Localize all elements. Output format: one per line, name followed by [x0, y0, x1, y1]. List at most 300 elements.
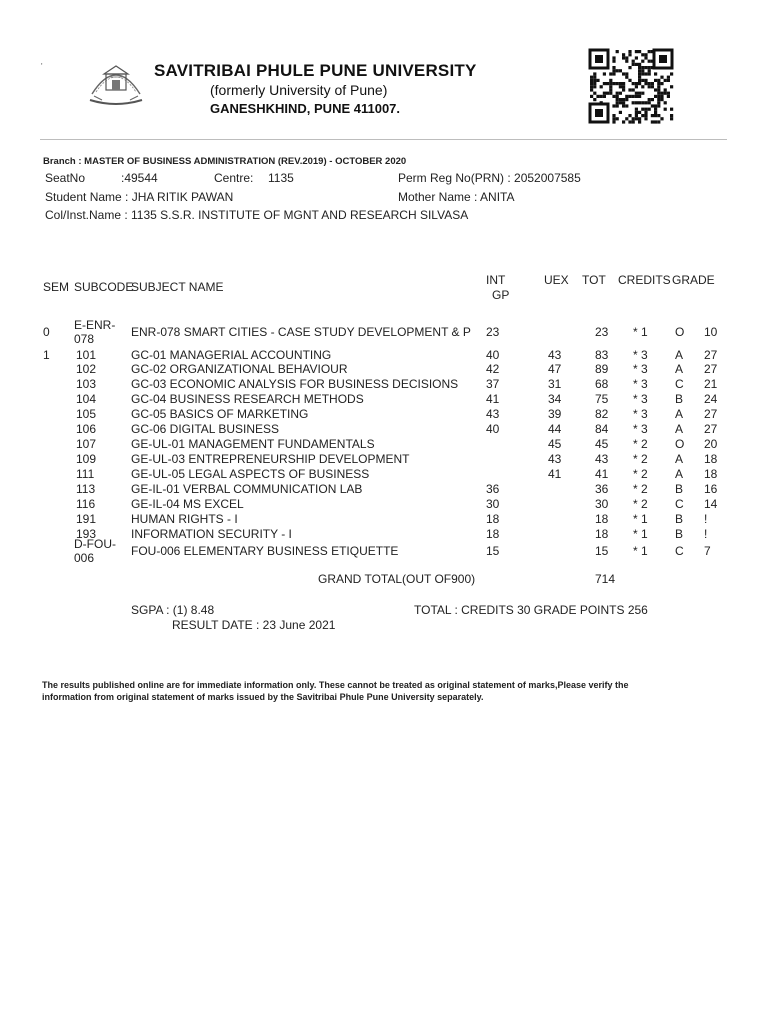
row-grade: A: [675, 452, 684, 466]
qr-module: [603, 95, 606, 98]
prn-number: Perm Reg No(PRN) : 2052007585: [398, 171, 581, 185]
row-subcode: 102: [76, 362, 97, 376]
qr-module: [632, 101, 635, 104]
row-subject: GC-04 BUSINESS RESEARCH METHODS: [131, 392, 364, 406]
disclaimer-note: [42, 679, 629, 703]
qr-module: [641, 72, 644, 75]
qr-module: [593, 76, 596, 79]
result-date: RESULT DATE : 23 June 2021: [172, 618, 336, 632]
row-int: 40: [486, 348, 500, 362]
col-header-sem: SEM: [43, 280, 70, 294]
row-gp: !: [704, 512, 708, 526]
row-tot: 23: [595, 325, 609, 339]
qr-module: [651, 114, 654, 117]
qr-module: [616, 50, 619, 53]
row-subcode: 107: [76, 437, 97, 451]
qr-module: [612, 104, 615, 107]
row-credits: * 1: [633, 325, 648, 339]
qr-module: [654, 104, 657, 107]
row-subject: GC-01 MANAGERIAL ACCOUNTING: [131, 348, 332, 362]
row-tot: 15: [595, 544, 609, 558]
qr-module: [590, 85, 593, 88]
col-header-gp: GP: [492, 288, 510, 302]
row-uex: 34: [548, 392, 562, 406]
row-int: 15: [486, 544, 500, 558]
qr-module: [664, 79, 667, 82]
row-int: 18: [486, 527, 500, 541]
row-subject: GE-IL-04 MS EXCEL: [131, 497, 244, 511]
grand-total-value: 714: [595, 572, 616, 586]
qr-module: [648, 72, 651, 75]
row-subcode-line-1: E-ENR-: [74, 318, 116, 332]
row-gp: 27: [704, 407, 718, 421]
row-grade: A: [675, 348, 684, 362]
row-int: 23: [486, 325, 500, 339]
sgpa: SGPA : (1) 8.48: [131, 603, 215, 617]
qr-module: [635, 50, 638, 53]
row-tot: 68: [595, 377, 609, 391]
row-subject: GE-UL-03 ENTREPRENEURSHIP DEVELOPMENT: [131, 452, 410, 466]
qr-module: [635, 108, 638, 111]
qr-module: [635, 111, 638, 114]
qr-module: [622, 72, 625, 75]
row-tot: 18: [595, 512, 609, 526]
col-header-credits: CREDITS: [618, 273, 671, 287]
qr-module: [622, 88, 625, 91]
qr-module: [638, 92, 641, 95]
row-credits: * 2: [633, 482, 648, 496]
qr-module: [616, 69, 619, 72]
qr-module: [657, 79, 660, 82]
row-credits: * 1: [633, 527, 648, 541]
row-uex: 41: [548, 467, 562, 481]
qr-module: [654, 111, 657, 114]
row-credits: * 3: [633, 392, 648, 406]
qr-module: [622, 120, 625, 123]
qr-module: [644, 72, 647, 75]
student-name: Student Name : JHA RITIK PAWAN: [45, 190, 234, 204]
qr-module: [667, 92, 670, 95]
col-header-uex: UEX: [544, 273, 569, 287]
row-grade: C: [675, 497, 684, 511]
row-subcode: 101: [76, 348, 97, 362]
row-gp: 27: [704, 362, 718, 376]
row-gp: 7: [704, 544, 711, 558]
qr-module: [641, 66, 644, 69]
qr-module: [651, 120, 654, 123]
row-subject: GE-IL-01 VERBAL COMMUNICATION LAB: [131, 482, 363, 496]
qr-module: [638, 50, 641, 53]
row-uex: 47: [548, 362, 562, 376]
qr-module: [660, 76, 663, 79]
qr-module: [654, 120, 657, 123]
qr-module: [632, 82, 635, 85]
qr-module: [657, 104, 660, 107]
qr-module: [590, 76, 593, 79]
row-int: 43: [486, 407, 500, 421]
row-subcode: 104: [76, 392, 97, 406]
qr-module: [593, 98, 596, 101]
qr-module: [654, 72, 657, 75]
qr-module: [600, 85, 603, 88]
qr-module: [660, 117, 663, 120]
row-subcode: 105: [76, 407, 97, 421]
qr-module: [590, 88, 593, 91]
qr-module: [648, 98, 651, 101]
row-subcode: [74, 318, 115, 346]
qr-module: [632, 95, 635, 98]
row-grade: B: [675, 527, 684, 541]
qr-module: [625, 117, 628, 120]
centre-label: Centre:: [214, 171, 254, 185]
row-tot: 89: [595, 362, 609, 376]
qr-module: [660, 92, 663, 95]
qr-module: [619, 111, 622, 114]
row-credits: * 1: [633, 512, 648, 526]
qr-module: [596, 79, 599, 82]
qr-module: [641, 114, 644, 117]
row-gp: 10: [704, 325, 718, 339]
mother-name: Mother Name : ANITA: [398, 190, 515, 204]
row-int: 37: [486, 377, 500, 391]
row-sem: 1: [43, 348, 50, 362]
row-credits: * 2: [633, 467, 648, 481]
row-subject: GC-05 BASICS OF MARKETING: [131, 407, 309, 421]
qr-module: [660, 95, 663, 98]
qr-module: [619, 85, 622, 88]
qr-module: [644, 108, 647, 111]
qr-module: [628, 88, 631, 91]
qr-module: [622, 53, 625, 56]
qr-module: [612, 95, 615, 98]
row-gp: 18: [704, 467, 718, 481]
row-uex: 44: [548, 422, 562, 436]
row-gp: !: [704, 527, 708, 541]
qr-module: [609, 72, 612, 75]
row-uex: 43: [548, 348, 562, 362]
col-header-subject-name: SUBJECT NAME: [131, 280, 224, 294]
qr-module: [628, 120, 631, 123]
qr-module: [657, 98, 660, 101]
qr-module: [628, 114, 631, 117]
row-tot: 18: [595, 527, 609, 541]
qr-module: [667, 76, 670, 79]
qr-module: [616, 82, 619, 85]
qr-module: [590, 95, 593, 98]
row-tot: 43: [595, 452, 609, 466]
row-tot: 41: [595, 467, 609, 481]
qr-module: [638, 101, 641, 104]
qr-module: [660, 98, 663, 101]
row-uex: 45: [548, 437, 562, 451]
qr-module: [612, 117, 615, 120]
qr-module: [648, 69, 651, 72]
qr-module: [612, 114, 615, 117]
qr-module: [625, 95, 628, 98]
qr-module: [644, 79, 647, 82]
qr-module: [628, 53, 631, 56]
qr-module: [651, 50, 654, 53]
qr-module: [651, 60, 654, 63]
row-subcode: 109: [76, 452, 97, 466]
row-tot: 36: [595, 482, 609, 496]
row-subject: HUMAN RIGHTS - I: [131, 512, 238, 526]
qr-module: [628, 95, 631, 98]
qr-module: [651, 66, 654, 69]
centre-value: 1135: [268, 171, 294, 185]
university-former-name: (formerly University of Pune): [210, 82, 388, 98]
qr-module: [632, 60, 635, 63]
qr-module: [612, 69, 615, 72]
qr-module: [635, 114, 638, 117]
row-grade: C: [675, 544, 684, 558]
qr-module: [657, 88, 660, 91]
qr-module: [644, 114, 647, 117]
branch-line: Branch : MASTER OF BUSINESS ADMINISTRATION (REV.2019) - OCTOBER 2020: [43, 156, 407, 167]
row-credits: * 2: [633, 497, 648, 511]
qr-module: [632, 63, 635, 66]
qr-module: [654, 79, 657, 82]
qr-module: [612, 66, 615, 69]
qr-module: [635, 56, 638, 59]
row-gp: 16: [704, 482, 718, 496]
qr-module: [625, 76, 628, 79]
qr-module: [641, 92, 644, 95]
qr-module: [641, 60, 644, 63]
row-subject: GC-03 ECONOMIC ANALYSIS FOR BUSINESS DECISIONS: [131, 377, 459, 391]
row-tot: 84: [595, 422, 609, 436]
qr-module: [609, 79, 612, 82]
row-gp: 24: [704, 392, 718, 406]
qr-module: [600, 95, 603, 98]
qr-module: [644, 117, 647, 120]
qr-module: [593, 85, 596, 88]
qr-module: [638, 117, 641, 120]
qr-module: [609, 82, 612, 85]
qr-module: [641, 53, 644, 56]
row-gp: 18: [704, 452, 718, 466]
row-uex: 39: [548, 407, 562, 421]
qr-module: [657, 120, 660, 123]
row-tot: 83: [595, 348, 609, 362]
row-subject: ENR-078 SMART CITIES - CASE STUDY DEVELOPMENT & P: [131, 325, 471, 339]
qr-module: [667, 79, 670, 82]
qr-module: [638, 120, 641, 123]
qr-module: [635, 63, 638, 66]
qr-module: [606, 82, 609, 85]
row-subject: GC-06 DIGITAL BUSINESS: [131, 422, 280, 436]
row-subcode: 103: [76, 377, 97, 391]
qr-module: [593, 92, 596, 95]
university-address: GANESHKHIND, PUNE 411007.: [210, 101, 401, 116]
university-emblem-icon: [86, 58, 146, 108]
qr-module: [590, 79, 593, 82]
qr-module: [651, 82, 654, 85]
row-tot: 82: [595, 407, 609, 421]
qr-module: [632, 88, 635, 91]
qr-module: [638, 66, 641, 69]
qr-module: [654, 114, 657, 117]
qr-module: [641, 85, 644, 88]
qr-module: [664, 101, 667, 104]
qr-module: [616, 101, 619, 104]
qr-module: [644, 101, 647, 104]
row-credits: * 2: [633, 452, 648, 466]
row-subcode: 116: [76, 497, 96, 511]
qr-module: [628, 79, 631, 82]
qr-module: [651, 104, 654, 107]
row-grade: O: [675, 437, 685, 451]
qr-module: [638, 76, 641, 79]
qr-module: [628, 66, 631, 69]
qr-module: [670, 114, 673, 117]
row-credits: * 3: [633, 362, 648, 376]
row-grade: A: [675, 467, 684, 481]
qr-module: [657, 101, 660, 104]
qr-module: [590, 82, 593, 85]
row-subject: GE-UL-05 LEGAL ASPECTS OF BUSINESS: [131, 467, 370, 481]
disclaimer-line-2: information from original statement of marks issued by the Savitribai Phule Pune University separately.: [42, 692, 484, 702]
row-subcode-line-2: 006: [74, 551, 95, 565]
row-sem: 0: [43, 325, 50, 339]
qr-module: [651, 98, 654, 101]
qr-module: [657, 114, 660, 117]
qr-module: [635, 117, 638, 120]
qr-module: [596, 95, 599, 98]
qr-module: [619, 98, 622, 101]
row-subcode-line-1: D-FOU-: [74, 537, 116, 551]
qr-module: [612, 120, 615, 123]
qr-module: [638, 95, 641, 98]
row-int: 30: [486, 497, 500, 511]
qr-module: [638, 79, 641, 82]
col-header-grade: GRADE: [672, 273, 715, 287]
qr-module: [670, 72, 673, 75]
qr-module: [625, 104, 628, 107]
row-grade: A: [675, 362, 684, 376]
qr-module: [632, 120, 635, 123]
col-header-subcode: SUBCODE: [74, 280, 134, 294]
qr-module: [622, 82, 625, 85]
qr-module: [638, 82, 641, 85]
qr-module: [657, 92, 660, 95]
qr-module: [654, 95, 657, 98]
row-credits: * 1: [633, 544, 648, 558]
row-grade: B: [675, 482, 684, 496]
seat-no-value: :49544: [121, 171, 158, 185]
row-subcode: 111: [76, 467, 95, 481]
qr-module: [612, 82, 615, 85]
row-credits: * 3: [633, 407, 648, 421]
seat-no-label: SeatNo: [45, 171, 86, 185]
qr-module: [609, 92, 612, 95]
col-header-tot: TOT: [582, 273, 606, 287]
qr-module: [641, 69, 644, 72]
row-credits: * 3: [633, 422, 648, 436]
row-int: 41: [486, 392, 500, 406]
row-grade: A: [675, 422, 684, 436]
row-credits: * 3: [633, 377, 648, 391]
qr-module: [657, 82, 660, 85]
qr-module: [612, 72, 615, 75]
qr-module: [644, 66, 647, 69]
qr-module: [612, 60, 615, 63]
qr-code-icon: [588, 48, 674, 124]
row-subject: GE-UL-01 MANAGEMENT FUNDAMENTALS: [131, 437, 375, 451]
row-grade: A: [675, 407, 684, 421]
qr-module: [619, 92, 622, 95]
row-tot: 30: [595, 497, 609, 511]
qr-module: [638, 63, 641, 66]
qr-module: [654, 108, 657, 111]
qr-module: [625, 60, 628, 63]
qr-module: [638, 69, 641, 72]
qr-module: [625, 98, 628, 101]
row-subcode: 193: [76, 527, 97, 541]
row-int: 18: [486, 512, 500, 526]
qr-module: [616, 92, 619, 95]
qr-module: [593, 72, 596, 75]
qr-module: [619, 69, 622, 72]
qr-module: [635, 85, 638, 88]
grand-total-label: GRAND TOTAL(OUT OF900): [318, 572, 476, 586]
qr-module: [648, 60, 651, 63]
row-credits: * 2: [633, 437, 648, 451]
row-tot: 45: [595, 437, 609, 451]
qr-module: [622, 85, 625, 88]
qr-module: [648, 82, 651, 85]
row-uex: 31: [548, 377, 562, 391]
row-subject: INFORMATION SECURITY - I: [131, 527, 292, 541]
qr-module: [648, 85, 651, 88]
row-subcode: 106: [76, 422, 97, 436]
row-grade: B: [675, 512, 684, 526]
qr-module: [622, 56, 625, 59]
col-header-int: INT: [486, 273, 506, 287]
qr-module: [612, 56, 615, 59]
qr-module: [593, 82, 596, 85]
qr-module: [609, 85, 612, 88]
row-grade: O: [675, 325, 685, 339]
qr-module: [593, 79, 596, 82]
total-credits: TOTAL : CREDITS 30 GRADE POINTS 256: [414, 603, 648, 617]
qr-module: [616, 98, 619, 101]
qr-module: [644, 53, 647, 56]
qr-module: [638, 111, 641, 114]
university-name: SAVITRIBAI PHULE PUNE UNIVERSITY: [154, 61, 477, 80]
disclaimer-line-1: The results published online are for immediate information only. These cannot be treated as original statement of marks,Please verify the: [42, 680, 629, 690]
row-subcode: 191: [76, 512, 97, 526]
header-divider: [40, 139, 727, 140]
qr-module: [641, 101, 644, 104]
qr-module: [648, 108, 651, 111]
qr-module: [638, 72, 641, 75]
qr-module: [635, 101, 638, 104]
college-name: Col/Inst.Name : 1135 S.S.R. INSTITUTE OF MGNT AND RESEARCH SILVASA: [45, 208, 469, 222]
qr-module: [641, 79, 644, 82]
row-credits: * 3: [633, 348, 648, 362]
qr-module: [635, 82, 638, 85]
row-subcode-line-2: 078: [74, 332, 95, 346]
qr-module: [648, 66, 651, 69]
qr-module: [635, 95, 638, 98]
row-tot: 75: [595, 392, 609, 406]
qr-module: [625, 72, 628, 75]
qr-module: [603, 72, 606, 75]
row-grade: C: [675, 377, 684, 391]
qr-module: [670, 108, 673, 111]
qr-module: [657, 85, 660, 88]
